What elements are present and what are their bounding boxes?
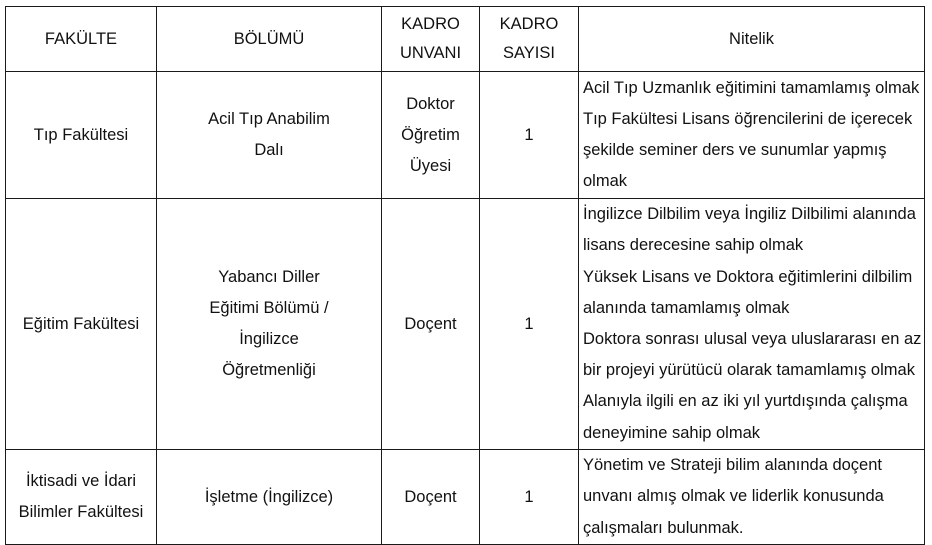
sayi-cell: 1 — [480, 199, 579, 450]
nitelik-cell — [579, 450, 925, 545]
nitelik-line: bir projeyi yürütücü olarak tamamlamış olmak — [583, 361, 915, 380]
nitelik-line: unvanı almış olmak ve liderlik konusunda — [583, 487, 884, 506]
header-kadro-unvani — [382, 7, 480, 72]
nitelik-line: lisans derecesine sahip olmak — [583, 236, 804, 255]
kadro-table — [5, 6, 925, 545]
table-row — [6, 450, 925, 545]
fakulte-line: Bilimler Fakültesi — [18, 503, 144, 521]
nitelik-cell — [579, 199, 925, 450]
unvan-line: Doçent — [404, 487, 457, 506]
bolumu-line: Acil Tıp Anabilim — [208, 110, 330, 128]
unvan-line: Öğretim — [401, 125, 460, 144]
nitelik-line: Acil Tıp Uzmanlık eğitimini tamamlamış olmak — [583, 78, 920, 97]
unvan-line: Doktor — [406, 94, 455, 113]
header-kadro-sayisi-line: SAYISI — [503, 44, 555, 62]
nitelik-line: deneyimine sahip olmak — [583, 423, 761, 442]
bolumu-cell — [157, 450, 382, 545]
bolumu-line: Dalı — [254, 141, 284, 159]
fakulte-line: İktisadi ve İdari — [25, 472, 137, 490]
sayi-cell: 1 — [480, 450, 579, 545]
unvan-line: Doçent — [404, 314, 457, 333]
fakulte-cell — [6, 199, 157, 450]
header-kadro-sayisi — [480, 7, 579, 72]
bolumu-line: Öğretmenliği — [222, 361, 316, 379]
fakulte-cell — [6, 450, 157, 545]
header-kadro-unvani-line: KADRO — [401, 15, 460, 33]
nitelik-line: olmak — [583, 172, 628, 191]
fakulte-line: Eğitim Fakültesi — [22, 314, 140, 333]
fakulte-line: Tıp Fakültesi — [33, 125, 129, 144]
nitelik-line: Yüksek Lisans ve Doktora eğitimlerini dilbilim — [583, 267, 913, 286]
nitelik-line: alanında tamamlamış olmak — [583, 298, 790, 317]
table-row — [6, 199, 925, 450]
sayi-cell: 1 — [480, 72, 579, 199]
table-row — [6, 72, 925, 199]
fakulte-cell — [6, 72, 157, 199]
bolumu-cell — [157, 199, 382, 450]
bolumu-line: İngilizce — [239, 330, 299, 348]
nitelik-cell — [579, 72, 925, 199]
unvan-cell — [382, 72, 480, 199]
bolumu-line: İşletme (İngilizce) — [204, 487, 334, 506]
header-kadro-sayisi-line: KADRO — [499, 15, 559, 33]
unvan-cell — [382, 199, 480, 450]
nitelik-line: çalışmaları bulunmak. — [583, 518, 744, 537]
nitelik-line: Alanıyla ilgili en az iki yıl yurtdışında çalışma — [583, 392, 908, 411]
nitelik-line: Tıp Fakültesi Lisans öğrencilerini de içerecek — [583, 109, 913, 128]
header-kadro-unvani-line: UNVANI — [399, 44, 462, 62]
header-nitelik: Nitelik — [579, 7, 925, 72]
unvan-cell — [382, 450, 480, 545]
header-bolumu: BÖLÜMÜ — [157, 7, 382, 72]
header-fakulte: FAKÜLTE — [6, 7, 157, 72]
header-row — [6, 7, 925, 72]
nitelik-line: İngilizce Dilbilim veya İngiliz Dilbilimi alanında — [583, 205, 916, 224]
bolumu-line: Eğitimi Bölümü / — [209, 299, 329, 317]
nitelik-line: Yönetim ve Strateji bilim alanında doçent — [583, 456, 882, 475]
bolumu-cell — [157, 72, 382, 199]
bolumu-line: Yabancı Diller — [218, 268, 320, 286]
unvan-line: Üyesi — [409, 156, 452, 175]
nitelik-line: şekilde seminer ders ve sunumlar yapmış — [583, 141, 887, 159]
nitelik-line: Doktora sonrası ulusal veya uluslararası en az — [583, 330, 922, 348]
